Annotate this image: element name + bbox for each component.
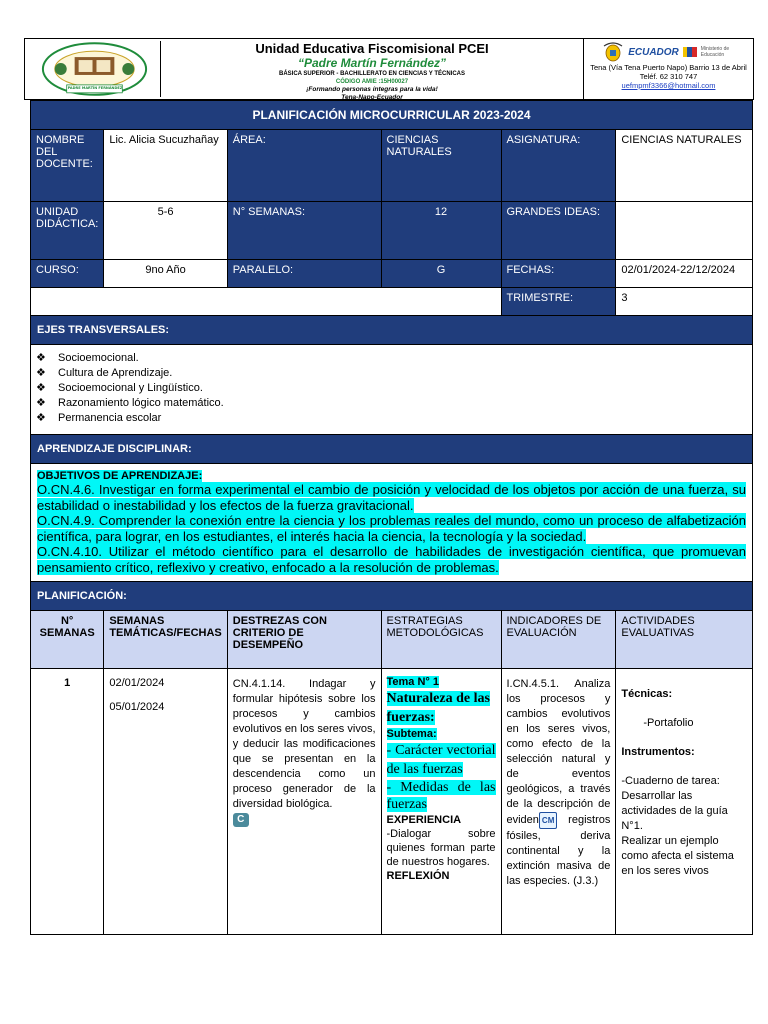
docente-value: Lic. Alicia Sucuzhañay bbox=[104, 130, 227, 202]
semanas-label: N° SEMANAS: bbox=[227, 202, 381, 260]
tema-label: Tema N° 1 bbox=[386, 676, 439, 688]
unidad-value: 5-6 bbox=[104, 202, 227, 260]
tema-nombre: Naturaleza de las fuerzas bbox=[386, 691, 490, 725]
aprendizaje-heading: APRENDIZAJE DISCIPLINAR: bbox=[31, 435, 753, 464]
semana-numero: 1 bbox=[31, 669, 104, 935]
instrumento-item: -Cuaderno de tarea: Desarrollar las actividades de la guía N°1. bbox=[621, 775, 728, 832]
ideas-value bbox=[616, 202, 753, 260]
experiencia-text: -Dialogar sobre quienes forman parte de nuestros hogares. bbox=[386, 828, 496, 868]
fechas-value: 02/01/2024-22/12/2024 bbox=[616, 260, 753, 288]
col-header-indicadores: INDICADORES DE EVALUACIÓN bbox=[501, 611, 616, 669]
school-amie: CÓDIGO AMIE :15H00027 bbox=[335, 79, 409, 85]
ejes-heading: EJES TRANSVERSALES: bbox=[31, 316, 753, 345]
email-link[interactable]: uefmpmf3366@hotmail.com bbox=[621, 81, 716, 90]
subtema-item: - Carácter vectorial de las fuerzas bbox=[386, 743, 496, 777]
col-header-destrezas: DESTREZAS CON CRITERIO DE DESEMPEÑO bbox=[227, 611, 381, 669]
ejes-list bbox=[36, 349, 747, 426]
cm-badge-icon: CM bbox=[539, 812, 557, 829]
ecuador-logo-text: ECUADOR bbox=[628, 46, 679, 58]
list-item: ❖ Cultura de Aprendizaje. bbox=[64, 366, 747, 381]
contact-block bbox=[583, 39, 753, 99]
school-logo bbox=[29, 41, 161, 97]
list-item: ❖ Permanencia escolar bbox=[64, 411, 747, 426]
col-header-estrategias: ESTRATEGIAS METODOLÓGICAS bbox=[381, 611, 501, 669]
objetivos-cell bbox=[31, 464, 753, 582]
indicador-text-2: registros fósiles, deriva continental y la extinción masiva de las especies. (J.3.) bbox=[506, 814, 611, 887]
ministry-text: Ministerio de Educación bbox=[700, 46, 730, 58]
planning-table bbox=[30, 100, 753, 935]
unidad-label: UNIDAD DIDÁCTICA: bbox=[31, 202, 104, 260]
flag-stripes-icon bbox=[683, 47, 697, 57]
tecnica-item: -Portafolio bbox=[643, 717, 694, 729]
trimestre-label: TRIMESTRE: bbox=[501, 288, 616, 316]
instrumento-item: Realizar un ejemplo como afecta el sistema en los seres vivos bbox=[621, 835, 734, 877]
objetivos-title: OBJETIVOS DE APRENDIZAJE: bbox=[37, 470, 203, 482]
school-name: Unidad Educativa Fiscomisional PCEI bbox=[255, 41, 489, 56]
document-title: PLANIFICACIÓN MICROCURRICULAR 2023-2024 bbox=[31, 101, 753, 130]
reflexion-label: REFLEXIÓN bbox=[386, 870, 450, 882]
address-text: Tena (Vía Tena Puerto Napo) Barrio 13 de Abril bbox=[590, 63, 747, 72]
school-motto: ¡Formando personas íntegras para la vida! bbox=[306, 86, 438, 93]
curso-value: 9no Año bbox=[104, 260, 227, 288]
actividades-cell bbox=[616, 669, 753, 935]
asignatura-label: ASIGNATURA: bbox=[501, 130, 616, 202]
document-header bbox=[24, 38, 754, 100]
semanas-value: 12 bbox=[381, 202, 501, 260]
logo-banner-text: PADRE MARTÍN FERNÁNDEZ bbox=[67, 86, 123, 90]
ecuador-emblem-icon bbox=[602, 42, 624, 62]
fechas-label: FECHAS: bbox=[501, 260, 616, 288]
list-item: ❖ Socioemocional y Lingüístico. bbox=[64, 381, 747, 396]
indicador-text-1: I.CN.4.5.1. Analiza los procesos y cambios evolutivos en los seres vivos, como efecto de la selección natural y de eventos geológicos, a través de la descripción de eviden bbox=[506, 678, 611, 826]
trimestre-value: 3 bbox=[616, 288, 753, 316]
table-row bbox=[31, 669, 753, 935]
fecha-inicio: 02/01/2024 bbox=[109, 677, 165, 689]
asignatura-value: CIENCIAS NATURALES bbox=[616, 130, 753, 202]
col-header-fechas: SEMANAS TEMÁTICAS/FECHAS bbox=[104, 611, 227, 669]
area-label: ÁREA: bbox=[227, 130, 381, 202]
fechas-cell bbox=[104, 669, 227, 935]
subtema-item: - Medidas de las fuerzas bbox=[386, 780, 496, 812]
ejes-cell bbox=[31, 345, 753, 435]
school-info bbox=[163, 39, 581, 99]
government-logos bbox=[584, 41, 753, 63]
subtema-label: Subtema: bbox=[386, 728, 437, 740]
list-item: ❖ Socioemocional. bbox=[64, 351, 747, 366]
area-value: CIENCIAS NATURALES bbox=[381, 130, 501, 202]
phone-text: Teléf. 62 310 747 bbox=[639, 72, 698, 81]
list-item: ❖ Razonamiento lógico matemático. bbox=[64, 396, 747, 411]
planificacion-heading: PLANIFICACIÓN: bbox=[31, 582, 753, 611]
fecha-fin: 05/01/2024 bbox=[109, 701, 165, 713]
empty-cell bbox=[31, 288, 502, 316]
objetivo-item: O.CN.4.10. Utilizar el método científico para el desarrollo de habilidades de investigación científica, que promuevan pensamiento crítico, reflexivo y creativo, enfocado a la resolución de problemas. bbox=[37, 544, 746, 575]
col-header-semanas: N° SEMANAS bbox=[31, 611, 104, 669]
experiencia-label: EXPERIENCIA bbox=[386, 814, 462, 826]
school-levels: BÁSICA SUPERIOR - BACHILLERATO EN CIENCIAS Y TÉCNICAS bbox=[278, 71, 466, 77]
school-location: Tena-Napo-Ecuador bbox=[341, 94, 403, 101]
tecnicas-label: Técnicas: bbox=[621, 688, 673, 700]
c-badge-icon: C bbox=[233, 813, 249, 827]
estrategias-cell: Tema N° 1 Naturaleza de las fuerzas: Subtema: - Carácter vectorial de las fuerzas - Medidas de las fuerzas EXPERIENCIA -Dialogar sobre quienes forman parte de nuestros hogares. REFLEXIÓN bbox=[381, 669, 501, 935]
instrumentos-label: Instrumentos: bbox=[621, 746, 695, 758]
objetivo-item: O.CN.4.6. Investigar en forma experimental el cambio de posición y velocidad de los objetos por acción de una fuerza, su estabilidad o inestabilidad y los efectos de la fuerza gravitacional. bbox=[37, 482, 746, 513]
curso-label: CURSO: bbox=[31, 260, 104, 288]
objetivo-item: O.CN.4.9. Comprender la conexión entre la ciencia y los problemas reales del mundo, como un proceso de alfabetización científica, para lograr, en los estudiantes, el interés hacia la ciencia, la tecnología y la sociedad. bbox=[37, 513, 746, 544]
paralelo-value: G bbox=[381, 260, 501, 288]
indicadores-cell bbox=[501, 669, 616, 935]
paralelo-label: PARALELO: bbox=[227, 260, 381, 288]
col-header-actividades: ACTIVIDADES EVALUATIVAS bbox=[616, 611, 753, 669]
destreza-cell bbox=[227, 669, 381, 935]
destreza-text: CN.4.1.14. Indagar y formular hipótesis sobre los procesos y cambios evolutivos en los seres vivos, y deducir las modificaciones que se presentan en la descendencia como un proceso generador de la diversidad biológica. bbox=[232, 678, 376, 810]
ideas-label: GRANDES IDEAS: bbox=[501, 202, 616, 260]
docente-label: NOMBRE DEL DOCENTE: bbox=[31, 130, 104, 202]
school-subname: “Padre Martín Fernández” bbox=[297, 56, 447, 70]
